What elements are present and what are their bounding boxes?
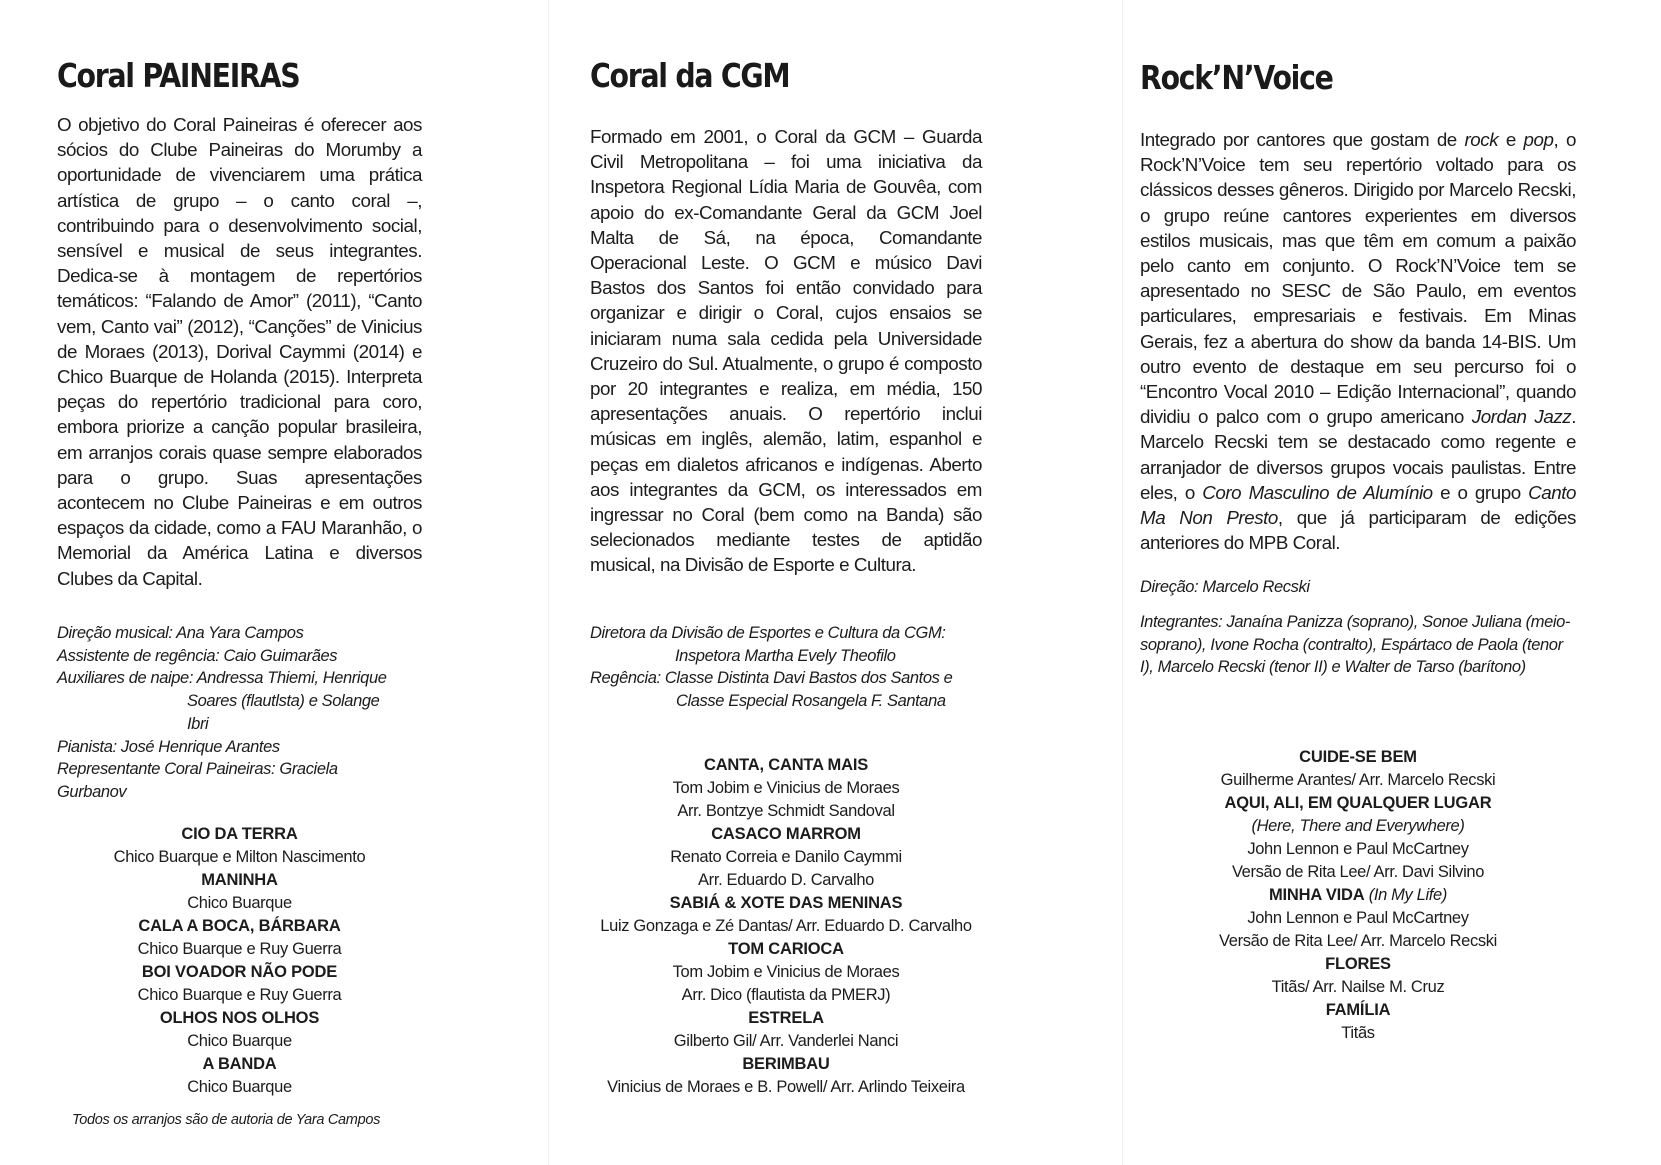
members-list: Integrantes: Janaína Panizza (soprano), Sonoe Juliana (meio-soprano), Ivone Rocha (contralto), Espártaco de Paola (tenor I), Marcelo Recski (tenor II) e Walter de Tarso (barítono) xyxy=(1140,613,1571,677)
credit-line: Representante Coral Paineiras: Graciela xyxy=(57,760,338,779)
song-credit: Titãs/ Arr. Nailse M. Cruz xyxy=(1271,978,1445,996)
credit-line: Gurbanov xyxy=(57,782,127,801)
song-subtitle: (Here, There and Everywhere) xyxy=(1251,817,1465,835)
body-text-run: , que já participaram de edições anteriores do MPB Coral. xyxy=(1140,507,1576,554)
song-credit: Gilberto Gil/ Arr. Vanderlei Nanci xyxy=(673,1032,899,1050)
song-list xyxy=(560,754,1012,1099)
song-title: BERIMBAU xyxy=(742,1055,830,1073)
credit-line: Ibri xyxy=(187,714,209,733)
song-credit: Tom Jobim e Vinicius de Moraes xyxy=(672,779,900,797)
song-title: MINHA VIDA xyxy=(1268,886,1365,904)
song-title: AQUI, ALI, EM QUALQUER LUGAR xyxy=(1224,794,1492,812)
direction-line: Direção: Marcelo Recski xyxy=(1140,578,1310,596)
song-credit: Versão de Rita Lee/ Arr. Marcelo Recski xyxy=(1219,932,1497,950)
credit-line: Diretora da Divisão de Esportes e Cultura da CGM: xyxy=(590,624,946,642)
section-body: Formado em 2001, o Coral da GCM – Guarda Civil Metropolitana – foi uma iniciativa da Inspetora Regional Lídia Maria de Gouvêa, com apoio do ex-Comandante Geral da GCM Joel Malta de Sá, na época, Comandante Operacional Leste. O GCM e músico Davi Bastos dos Santos foi então convidado para organizar e dirigir o Coral, cujos ensaios se iniciaram numa sala cedida pela Universidade Cruzeiro do Sul. Atualmente, o grupo é composto por 20 integrantes e realiza, em média, 150 apresentações anuais. O repertório inclui músicas em inglês, alemão, latim, espanhol e peças em dialetos africanos e indígenas. Aberto aos integrantes da GCM, os interessados em ingressar no Coral (bem como na Banda) são selecionados mediante testes de aptidão musical, na Divisão de Esporte e Cultura. xyxy=(590,126,982,576)
song-credit: Versão de Rita Lee/ Arr. Davi Silvino xyxy=(1231,863,1485,881)
song-subtitle: (In My Life) xyxy=(1368,886,1448,904)
body-text-run: Coro Masculino de Alumínio xyxy=(1202,481,1433,503)
song-credit: Luiz Gonzaga e Zé Dantas/ Arr. Eduardo D. Carvalho xyxy=(600,917,972,935)
song-title: OLHOS NOS OLHOS xyxy=(159,1009,320,1027)
song-title: ESTRELA xyxy=(748,1009,824,1027)
song-title-row xyxy=(1140,884,1576,907)
song-title: MANINHA xyxy=(201,871,278,889)
song-title: CALA A BOCA, BÁRBARA xyxy=(138,917,341,935)
credit-line: Inspetora Martha Evely Theofilo xyxy=(675,646,896,665)
credits-block xyxy=(57,622,457,804)
credit-line: Pianista: José Henrique Arantes xyxy=(57,737,280,756)
credit-line: Direção musical: Ana Yara Campos xyxy=(57,624,304,642)
song-credit: Guilherme Arantes/ Arr. Marcelo Recski xyxy=(1220,771,1496,789)
song-credit: Renato Correia e Danilo Caymmi xyxy=(670,848,902,866)
section-title: Coral PAINEIRAS xyxy=(57,56,300,95)
song-credit: Chico Buarque e Milton Nascimento xyxy=(113,848,366,866)
body-text-run: Canto Ma Non Presto xyxy=(1140,481,1576,529)
section-body: O objetivo do Coral Paineiras é oferecer aos sócios do Clube Paineiras do Morumby a oportunidade de vivenciarem uma prática artística de grupo – o canto coral –, contribuindo para o desenvolvimento social, sensível e musical de seus integrantes. Dedica-se à montagem de repertórios temáticos: “Falando de Amor” (2011), “Canto vem, Canto vai” (2012), “Canções” de Vinicius de Moraes (2013), Dorival Caymmi (2014) e Chico Buarque de Holanda (2015). Interpreta peças do repertório tradicional para coro, embora priorize a canção popular brasileira, em arranjos corais quase sempre elaborados para o grupo. Suas apresentações acontecem no Clube Paineiras e em outros espaços da cidade, como a FAU Maranhão, o Memorial da América Latina e diversos Clubes da Capital. xyxy=(57,114,422,589)
song-title: CASACO MARROM xyxy=(711,825,861,843)
song-credit: Chico Buarque e Ruy Guerra xyxy=(137,986,342,1004)
song-credit: Vinicius de Moraes e B. Powell/ Arr. Arlindo Teixeira xyxy=(607,1078,965,1096)
song-credit: John Lennon e Paul McCartney xyxy=(1247,909,1469,927)
song-list xyxy=(1140,746,1576,1045)
song-credit: Arr. Eduardo D. Carvalho xyxy=(698,871,874,889)
song-credit: Titãs xyxy=(1341,1024,1375,1042)
body-text-run: e o grupo xyxy=(1432,481,1529,503)
body-text-run: Integrado por cantores que gostam de xyxy=(1140,129,1465,150)
song-credit: Chico Buarque xyxy=(187,894,292,912)
credit-line: Auxiliares de naipe: Andressa Thiemi, Henrique xyxy=(57,669,387,688)
credit-line: Regência: Classe Distinta Davi Bastos dos Santos e xyxy=(590,669,953,688)
footnote: Todos os arranjos são de autoria de Yara Campos xyxy=(72,1112,381,1128)
song-list xyxy=(57,823,422,1099)
credits-block xyxy=(590,622,1010,713)
body-text-run: . Marcelo Recski tem se destacado como regente e arranjador de diversos grupos vocais paulistas. Entre eles, o xyxy=(1140,406,1576,503)
credit-line: Soares (flautlsta) e Solange xyxy=(187,692,380,711)
song-credit: John Lennon e Paul McCartney xyxy=(1247,840,1469,858)
credit-line: Classe Especial Rosangela F. Santana xyxy=(676,692,946,711)
song-title: CANTA, CANTA MAIS xyxy=(703,756,869,774)
song-title: FLORES xyxy=(1325,955,1391,973)
song-credit: Chico Buarque e Ruy Guerra xyxy=(137,940,342,958)
section-title: Rock’N’Voice xyxy=(1140,58,1333,97)
song-title: A BANDA xyxy=(202,1055,277,1073)
song-title: CUIDE-SE BEM xyxy=(1299,748,1417,766)
body-text-run: , o Rock’N’Voice tem seu repertório voltado para os clássicos desses gêneros. Dirigido por Marcelo Recski, o grupo reúne cantores experientes em diversos estilos musicais, mas que têm em comum a paixão pelo canto em conjunto. O Rock’N’Voice tem se apresentado no SESC de São Paulo, em eventos particulares, empresariais e festivais. Em Minas Gerais, fez a abertura do show da banda 14-BIS. Um outro evento de destaque em seu percurso foi o “Encontro Vocal 2010 – Edição Internacional”, quando dividiu o palco com o grupo americano xyxy=(1140,129,1576,428)
body-text-run: rock xyxy=(1464,129,1499,150)
song-credit: Chico Buarque xyxy=(187,1032,292,1050)
section-title: Coral da CGM xyxy=(590,56,790,95)
fold-line-left xyxy=(548,0,549,1165)
song-credit: Arr. Dico (flautista da PMERJ) xyxy=(681,986,891,1004)
body-text-run: pop xyxy=(1523,129,1554,150)
song-title: SABIÁ & XOTE DAS MENINAS xyxy=(669,894,903,912)
song-credit: Tom Jobim e Vinicius de Moraes xyxy=(672,963,900,981)
body-text-run: Jordan Jazz xyxy=(1471,406,1572,428)
song-title: TOM CARIOCA xyxy=(728,940,844,958)
song-title: FAMÍLIA xyxy=(1325,1001,1391,1019)
credit-line: Assistente de regência: Caio Guimarães xyxy=(57,646,338,665)
song-credit: Arr. Bontzye Schmidt Sandoval xyxy=(677,802,895,820)
song-title: CIO DA TERRA xyxy=(181,825,298,843)
song-title: BOI VOADOR NÃO PODE xyxy=(141,963,338,981)
body-text-run: e xyxy=(1498,129,1524,150)
fold-line-right xyxy=(1122,0,1123,1165)
section-body xyxy=(1140,127,1576,555)
song-credit: Chico Buarque xyxy=(187,1078,292,1096)
